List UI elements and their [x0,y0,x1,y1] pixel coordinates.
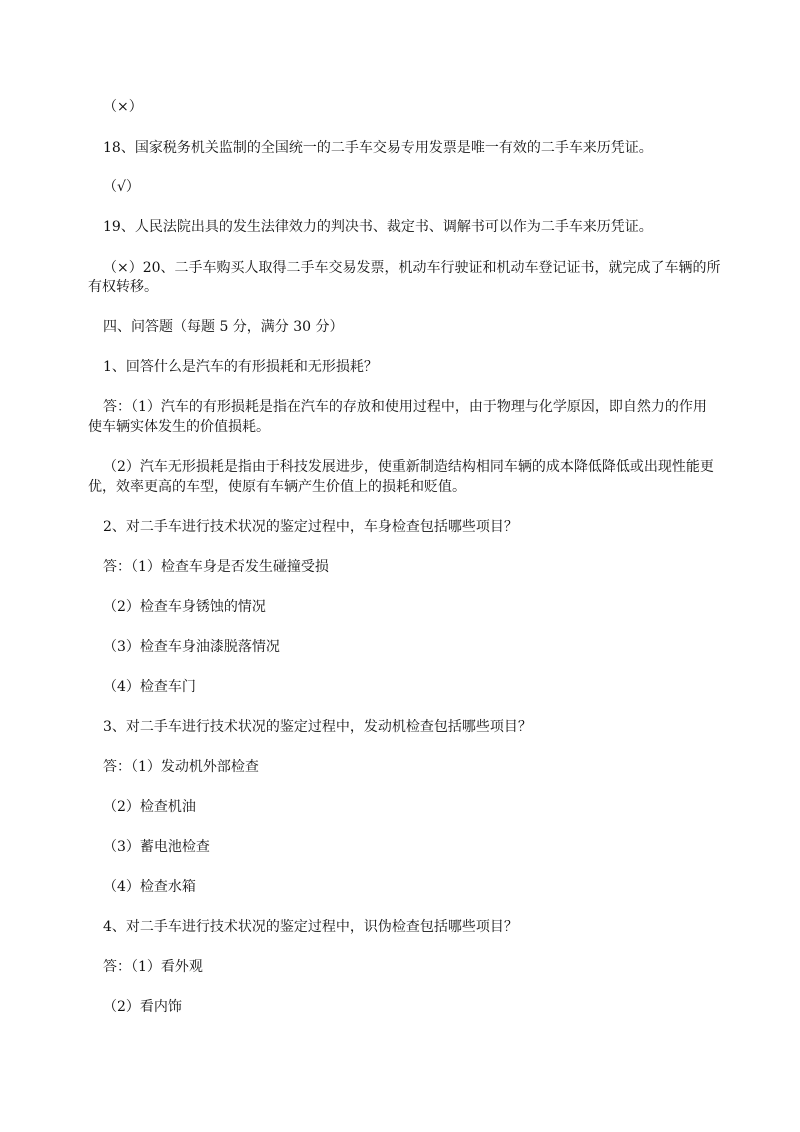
section-heading: 四、问答题（每题 5 分，满分 30 分） [103,319,344,335]
answer-3-item-2: （2）检查机油 [103,799,196,815]
answer-4-item-1: 答：（1）看外观 [103,959,203,975]
answer-2-item-3: （3）检查车身油漆脱落情况 [103,639,280,655]
answer-3-item-4: （4）检查水箱 [103,879,196,895]
answer-1-part-2: （2）汽车无形损耗是指由于科技发展进步，使重新制造结构相同车辆的成本降低降低或出现性能更 [103,459,714,475]
question-20: （×）20、二手车购买人取得二手车交易发票，机动车行驶证和机动车登记证书，就完成了车辆的所 [103,260,721,276]
answer-2-item-4: （4）检查车门 [103,679,196,695]
answer-mark: （×） [103,99,143,115]
answer-4-item-2: （2）看内饰 [103,999,182,1015]
question-18: 18、国家税务机关监制的全国统一的二手车交易专用发票是唯一有效的二手车来历凭证。 [103,140,653,156]
answer-mark: （√） [103,179,140,195]
answer-3-item-3: （3）蓄电池检查 [103,839,210,855]
question-20-continued: 有权转移。 [88,279,158,295]
question-1: 1、回答什么是汽车的有形损耗和无形损耗？ [103,359,378,375]
question-19: 19、人民法院出具的发生法律效力的判决书、裁定书、调解书可以作为二手车来历凭证。 [103,219,653,235]
question-2: 2、对二手车进行技术状况的鉴定过程中，车身检查包括哪些项目？ [103,519,518,535]
answer-3-item-1: 答：（1）发动机外部检查 [103,759,259,775]
answer-1-part-2-continued: 优，效率更高的车型，使原有车辆产生价值上的损耗和贬值。 [88,479,466,495]
question-3: 3、对二手车进行技术状况的鉴定过程中，发动机检查包括哪些项目？ [103,719,532,735]
answer-1-part-1: 答：（1）汽车的有形损耗是指在汽车的存放和使用过程中，由于物理与化学原因，即自然力的作用 [103,399,707,415]
answer-1-part-1-continued: 使车辆实体发生的价值损耗。 [88,419,270,435]
answer-2-item-2: （2）检查车身锈蚀的情况 [103,599,266,615]
answer-2-item-1: 答：（1）检查车身是否发生碰撞受损 [103,559,329,575]
question-4: 4、对二手车进行技术状况的鉴定过程中，识伪检查包括哪些项目？ [103,919,518,935]
